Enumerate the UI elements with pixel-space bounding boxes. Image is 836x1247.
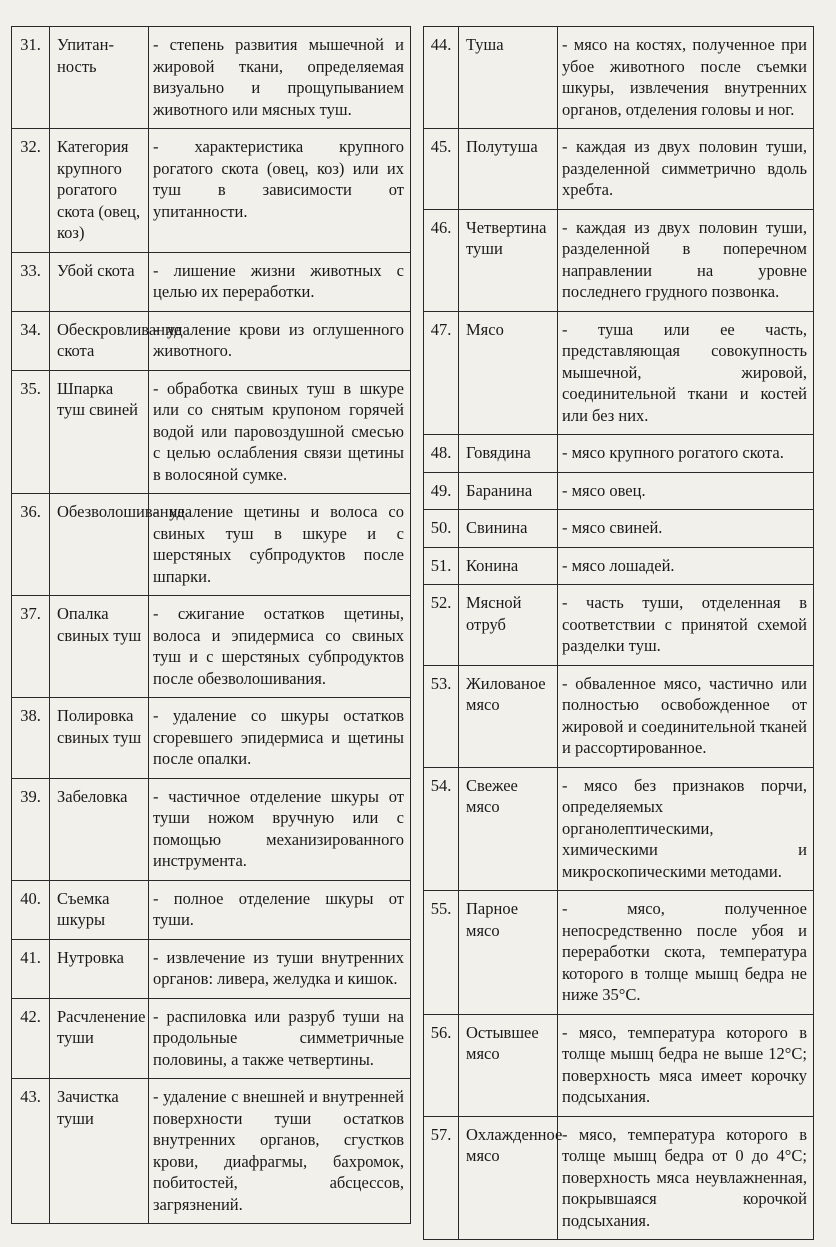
term-number: 52.: [424, 585, 459, 666]
term-name: Четвертина туши: [459, 209, 558, 311]
term-number: 36.: [12, 494, 50, 596]
term-number: 54.: [424, 767, 459, 891]
term-definition: - мясо лошадей.: [558, 547, 814, 585]
term-number: 53.: [424, 665, 459, 767]
terms-table-right-body: [424, 27, 814, 1240]
term-name: Туша: [459, 27, 558, 129]
term-number: 41.: [12, 939, 50, 998]
term-name: Конина: [459, 547, 558, 585]
term-number: 34.: [12, 311, 50, 370]
term-number: 44.: [424, 27, 459, 129]
table-row: [424, 1116, 814, 1240]
table-row: [424, 435, 814, 473]
term-definition: - мясо крупного рогатого скота.: [558, 435, 814, 473]
table-row: [424, 891, 814, 1015]
term-definition: - туша или ее часть, представляющая совокупность мышечной, жировой, соединительной ткани и костей или без них.: [558, 311, 814, 435]
term-name: Съемка шкуры: [50, 880, 149, 939]
table-row: [424, 27, 814, 129]
term-definition: - мясо овец.: [558, 472, 814, 510]
term-number: 35.: [12, 370, 50, 494]
table-row: [424, 585, 814, 666]
term-number: 39.: [12, 778, 50, 880]
term-definition: - характеристика крупного рогатого скота (овец, коз) или их туш в зависимости от упитанности.: [149, 129, 411, 253]
term-number: 37.: [12, 596, 50, 698]
term-definition: - степень развития мышечной и жировой ткани, определяемая визуально и прощупыванием животного или мясных туш.: [149, 27, 411, 129]
term-number: 43.: [12, 1079, 50, 1224]
term-name: Обескровливание скота: [50, 311, 149, 370]
term-definition: - обработка свиных туш в шкуре или со снятым крупоном горячей водой или паровоздушной смесью с целью ослабления связи щетины в волосяной сумке.: [149, 370, 411, 494]
left-column: [11, 26, 411, 1224]
table-row: [424, 311, 814, 435]
term-definition: - распиловка или разруб туши на продольные симметричные половины, а также четвертины.: [149, 998, 411, 1079]
table-row: [12, 596, 411, 698]
term-name: Категория крупного рогатого скота (овец, коз): [50, 129, 149, 253]
term-definition: - мясо, температура которого в толще мышц бедра от 0 до 4°С; поверхность мяса неувлажненная, покрывшаяся корочкой подсыхания.: [558, 1116, 814, 1240]
term-number: 57.: [424, 1116, 459, 1240]
term-number: 51.: [424, 547, 459, 585]
table-row: [424, 767, 814, 891]
term-number: 55.: [424, 891, 459, 1015]
term-name: Мясо: [459, 311, 558, 435]
term-name: Опалка свиных туш: [50, 596, 149, 698]
term-number: 31.: [12, 27, 50, 129]
term-name: Баранина: [459, 472, 558, 510]
term-definition: - удаление с внешней и внутренней поверхности туши остатков внутренних органов, сгустков крови, диафрагмы, бахромок, побитостей, абсцессов, загрязнений.: [149, 1079, 411, 1224]
term-definition: - мясо на костях, полученное при убое животного после съемки шкуры, извлечения внутренних органов, отделения головы и ног.: [558, 27, 814, 129]
table-row: [424, 665, 814, 767]
term-definition: - мясо, температура которого в толще мышц бедра не выше 12°С; поверхность мяса имеет корочку подсыхания.: [558, 1014, 814, 1116]
term-name: Парное мясо: [459, 891, 558, 1015]
table-row: [12, 1079, 411, 1224]
table-row: [12, 939, 411, 998]
table-row: [424, 1014, 814, 1116]
table-row: [424, 209, 814, 311]
term-definition: - частичное отделение шкуры от туши ножом вручную или с помощью механизированного инструмента.: [149, 778, 411, 880]
term-name: Мясной отруб: [459, 585, 558, 666]
term-name: Нутровка: [50, 939, 149, 998]
terms-table-left-body: [12, 27, 411, 1224]
term-definition: - мясо свиней.: [558, 510, 814, 548]
term-name: Полировка свиных туш: [50, 698, 149, 779]
table-row: [424, 547, 814, 585]
term-name: Жилованое мясо: [459, 665, 558, 767]
term-name: Обезволошивание: [50, 494, 149, 596]
table-row: [424, 129, 814, 210]
table-row: [12, 880, 411, 939]
table-row: [12, 129, 411, 253]
term-definition: - обваленное мясо, частично или полностью освобожденное от жировой и соединительной тканей и рассортированное.: [558, 665, 814, 767]
term-definition: - извлечение из туши внутренних органов: ливера, желудка и кишок.: [149, 939, 411, 998]
term-definition: - удаление крови из оглушенного животного.: [149, 311, 411, 370]
term-definition: - часть туши, отделенная в соответствии с принятой схемой разделки туш.: [558, 585, 814, 666]
term-name: Забеловка: [50, 778, 149, 880]
term-definition: - сжигание остатков щетины, волоса и эпидермиса со свиных туш и с шерстяных субпродуктов после обезволошивания.: [149, 596, 411, 698]
term-definition: - каждая из двух половин туши, разделенной в поперечном направлении на уровне последнего грудного позвонка.: [558, 209, 814, 311]
term-number: 46.: [424, 209, 459, 311]
term-name: Свежее мясо: [459, 767, 558, 891]
table-row: [12, 778, 411, 880]
term-number: 45.: [424, 129, 459, 210]
term-definition: - лишение жизни животных с целью их переработки.: [149, 252, 411, 311]
table-row: [12, 698, 411, 779]
term-name: Охлажденное мясо: [459, 1116, 558, 1240]
right-column: [423, 26, 814, 1240]
term-number: 40.: [12, 880, 50, 939]
table-row: [12, 494, 411, 596]
term-name: Шпарка туш свиней: [50, 370, 149, 494]
table-row: [424, 472, 814, 510]
term-name: Упитан-ность: [50, 27, 149, 129]
table-row: [12, 252, 411, 311]
terms-table-left: [11, 26, 411, 1224]
table-row: [12, 311, 411, 370]
term-definition: - полное отделение шкуры от туши.: [149, 880, 411, 939]
term-definition: - удаление со шкуры остатков сгоревшего эпидермиса и щетины после опалки.: [149, 698, 411, 779]
table-row: [12, 998, 411, 1079]
term-name: Убой скота: [50, 252, 149, 311]
term-name: Свинина: [459, 510, 558, 548]
term-name: Полутуша: [459, 129, 558, 210]
term-name: Зачистка туши: [50, 1079, 149, 1224]
term-number: 47.: [424, 311, 459, 435]
terms-table-right: [423, 26, 814, 1240]
table-row: [12, 370, 411, 494]
term-number: 56.: [424, 1014, 459, 1116]
term-number: 42.: [12, 998, 50, 1079]
term-definition: - мясо без признаков порчи, определяемых органолептическими, химическими и микроскопическими методами.: [558, 767, 814, 891]
term-name: Остывшее мясо: [459, 1014, 558, 1116]
term-number: 49.: [424, 472, 459, 510]
term-definition: - каждая из двух половин туши, разделенной симметрично вдоль хребта.: [558, 129, 814, 210]
term-number: 32.: [12, 129, 50, 253]
term-name: Расчленение туши: [50, 998, 149, 1079]
term-number: 50.: [424, 510, 459, 548]
table-row: [12, 27, 411, 129]
term-number: 48.: [424, 435, 459, 473]
term-definition: - мясо, полученное непосредственно после убоя и переработки скота, температура которого в толще мышц бедра не ниже 35°С.: [558, 891, 814, 1015]
table-row: [424, 510, 814, 548]
term-definition: - удаление щетины и волоса со свиных туш в шкуре и с шерстяных субпродуктов после шпарки.: [149, 494, 411, 596]
term-name: Говядина: [459, 435, 558, 473]
term-number: 33.: [12, 252, 50, 311]
term-number: 38.: [12, 698, 50, 779]
